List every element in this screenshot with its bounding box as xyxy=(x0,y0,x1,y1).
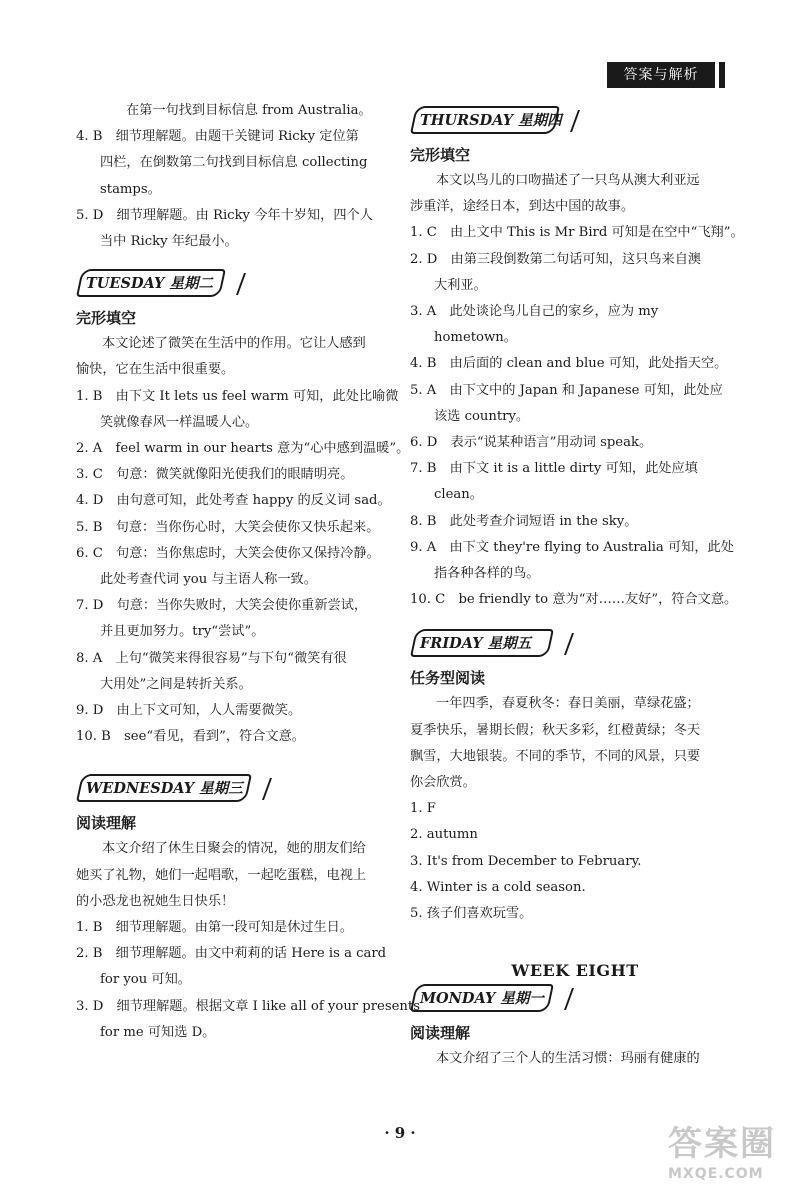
wednesday-banner xyxy=(76,772,401,806)
text-line: 大利亚。 xyxy=(434,277,487,293)
text-line: 4. D 由句意可知，此处考查 happy 的反义词 sad。 xyxy=(76,493,391,509)
text-line: 6. D 表示“说某种语言”用动词 speak。 xyxy=(410,435,653,451)
text-line: 7. D 句意：当你失败时，大笑会使你重新尝试， xyxy=(76,598,368,614)
text-line: 10. B see“看见，看到”，符合文意。 xyxy=(76,729,305,745)
watermark-logo-text: 答案圈 xyxy=(668,1124,776,1164)
text-line: 1. F xyxy=(410,801,436,817)
text-line: 3. A 此处谈论鸟儿自己的家乡，应为 my xyxy=(410,304,659,320)
friday-answers xyxy=(410,691,740,927)
text-line: 本文以鸟儿的口吻描述了一只鸟从澳大利亚远 xyxy=(436,173,700,188)
text-line: hometown。 xyxy=(434,330,517,346)
intro-answers xyxy=(76,98,401,255)
text-line: 指各种各样的鸟。 xyxy=(434,566,540,582)
left-column xyxy=(76,98,420,1046)
text-line: 2. B 细节理解题。由文中莉莉的话 Here is a card xyxy=(76,946,387,962)
tuesday-banner xyxy=(76,267,401,301)
text-line: 1. B 细节理解题。由第一段可知是休过生日。 xyxy=(76,920,354,936)
text-line: 6. C 句意：当你焦虑时，大笑会使你又保持冷静。 xyxy=(76,545,380,561)
text-line: stamps。 xyxy=(100,181,161,197)
text-line: 9. A 由下文 they're flying to Australia 可知，此处 xyxy=(410,539,734,555)
text-line: 一年四季，春夏秋冬：春日美丽，草绿花盛； xyxy=(436,696,700,712)
text-line: 本文介绍了三个人的生活习惯：玛丽有健康的 xyxy=(436,1051,700,1067)
text-line: 4. Winter is a cold season. xyxy=(410,879,586,895)
text-line: 并且更加努力。try“尝试”。 xyxy=(100,624,265,640)
section-subtitle: 阅读理解 xyxy=(410,1024,471,1043)
text-line: for you 可知。 xyxy=(100,972,191,988)
monday-answers xyxy=(410,1046,740,1072)
text-line: 大用处”之间是转折关系。 xyxy=(100,676,252,692)
week-title: WEEK EIGHT xyxy=(511,961,639,981)
section-subtitle: 完形填空 xyxy=(76,309,137,328)
text-line: 9. D 由上下文可知，人人需要微笑。 xyxy=(76,703,302,719)
section-subtitle: 阅读理解 xyxy=(76,814,137,833)
text-line: 8. A 上句“微笑来得很容易”与下句“微笑有很 xyxy=(76,650,347,666)
text-line: for me 可知选 D。 xyxy=(100,1024,216,1040)
text-line: 你会欣赏。 xyxy=(410,775,476,791)
text-line: 笑就像春风一样温暖人心。 xyxy=(100,414,259,430)
page-number: · 9 · xyxy=(384,1124,416,1142)
banner-label: WEDNESDAY 星期三 xyxy=(86,780,243,798)
text-line: 2. A feel warm in our hearts 意为“心中感到温暖”。 xyxy=(76,441,410,457)
header-bar-decoration xyxy=(719,62,725,88)
text-line: 3. It's from December to February. xyxy=(410,853,642,869)
right-column xyxy=(410,98,744,1072)
text-line: 4. B 由后面的 clean and blue 可知，此处指天空。 xyxy=(410,356,728,372)
text-line: 她买了礼物，她们一起唱歌，一起吃蛋糕，电视上 xyxy=(76,867,367,883)
text-line: 四栏，在倒数第二句找到目标信息 collecting xyxy=(100,155,368,171)
text-line: 3. C 句意：微笑就像阳光使我们的眼睛明亮。 xyxy=(76,467,354,483)
friday-banner xyxy=(410,627,740,661)
text-line: 2. D 由第三段倒数第二句话可知，这只鸟来自澳 xyxy=(410,251,702,267)
text-line: 4. B 细节理解题。由题干关键词 Ricky 定位第 xyxy=(76,129,359,145)
text-line: 5. B 句意：当你伤心时，大笑会使你又快乐起来。 xyxy=(76,519,380,535)
text-line: 在第一句找到目标信息 from Australia。 xyxy=(126,103,372,118)
site-watermark xyxy=(668,1122,790,1194)
text-line: 1. C 由上文中 This is Mr Bird 可知是在空中“飞翔”。 xyxy=(410,225,744,241)
banner-label: THURSDAY 星期四 xyxy=(420,112,562,129)
text-line: 7. B 由下文 it is a little dirty 可知，此处应填 xyxy=(410,461,698,477)
text-line: 本文论述了微笑在生活中的作用。它让人感到 xyxy=(102,336,366,352)
text-line: 3. D 细节理解题。根据文章 I like all of your presents xyxy=(76,998,420,1014)
text-line: 1. B 由下文 It lets us feel warm 可知，此处比喻微 xyxy=(76,388,399,404)
text-line: 8. B 此处考查介词短语 in the sky。 xyxy=(410,513,638,529)
text-line: 10. C be friendly to 意为“对……友好”，符合文意。 xyxy=(410,592,738,608)
text-line: 2. autumn xyxy=(410,827,478,843)
text-line: 此处考查代词 you 与主语人称一致。 xyxy=(100,572,317,588)
text-line: 5. 孩子们喜欢玩雪。 xyxy=(410,906,533,922)
wednesday-answers xyxy=(76,836,420,1046)
section-subtitle: 完形填空 xyxy=(410,146,471,164)
monday-banner xyxy=(410,982,740,1016)
section-subtitle: 任务型阅读 xyxy=(410,669,486,688)
thursday-answers xyxy=(410,168,744,613)
banner-label: TUESDAY 星期二 xyxy=(86,275,213,293)
banner-label: FRIDAY 星期五 xyxy=(420,635,532,653)
tuesday-answers xyxy=(76,331,410,750)
watermark-url: MXQE.COM xyxy=(668,1166,764,1182)
section-header-tag: 答案与解析 xyxy=(607,62,715,88)
text-line: 本文介绍了休生日聚会的情况，她的朋友们给 xyxy=(102,841,366,857)
banner-label: MONDAY 星期一 xyxy=(420,990,544,1008)
text-line: 愉快，它在生活中很重要。 xyxy=(76,362,235,378)
text-line: 的小恐龙也祝她生日快乐！ xyxy=(76,893,235,909)
text-line: 当中 Ricky 年纪最小。 xyxy=(100,234,238,250)
text-line: 涉重洋，途经日本，到达中国的故事。 xyxy=(410,199,635,215)
text-line: 5. A 由下文中的 Japan 和 Japanese 可知，此处应 xyxy=(410,382,723,398)
thursday-banner xyxy=(410,104,740,138)
text-line: 飘雪，大地银装。不同的季节，不同的风景，只要 xyxy=(410,748,701,764)
text-line: 夏季快乐，暑期长假；秋天多彩，红橙黄绿；冬天 xyxy=(410,722,701,738)
text-line: 5. D 细节理解题。由 Ricky 今年十岁知，四个人 xyxy=(76,207,373,223)
text-line: 该选 country。 xyxy=(434,408,530,424)
text-line: clean。 xyxy=(434,487,483,503)
